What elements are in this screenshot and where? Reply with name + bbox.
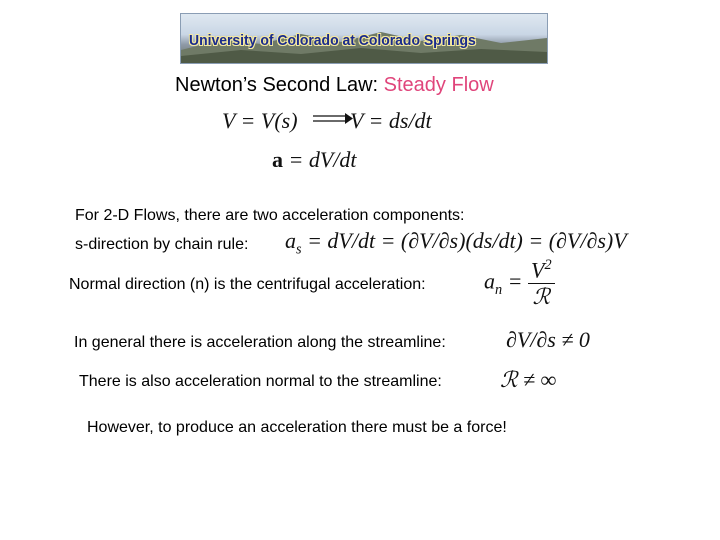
an-symbol: a	[484, 268, 495, 294]
a-vector-symbol: a	[272, 147, 283, 172]
as-symbol: a	[285, 228, 296, 253]
an-numerator-exponent: 2	[544, 257, 552, 273]
an-denominator: ℛ	[528, 283, 555, 310]
equation-v-ds-dt: V = ds/dt	[350, 108, 432, 133]
line-s-direction: s-direction by chain rule:	[75, 236, 249, 253]
line-normal-direction: Normal direction (n) is the centrifugal acceleration:	[69, 276, 426, 293]
an-subscript: n	[495, 282, 503, 299]
as-rhs: = dV/dt = (∂V/∂s)(ds/dt) = (∂V/∂s)V	[301, 228, 627, 253]
an-fraction	[528, 257, 555, 310]
equation-a-definition	[272, 147, 357, 173]
equation-an	[484, 257, 555, 310]
line-normal-to-streamline: There is also acceleration normal to the streamline:	[79, 373, 442, 390]
equation-r-infinity: ℛ ≠ ∞	[500, 367, 557, 392]
banner-university-name: University of Colorado at Colorado Springs	[189, 32, 476, 49]
title-main: Newton’s Second Law:	[175, 74, 379, 96]
an-numerator: V	[531, 257, 545, 283]
line-two-d-flows: For 2-D Flows, there are two acceleration components:	[75, 207, 465, 224]
university-banner	[180, 13, 548, 64]
equation-v-of-s: V = V(s)	[222, 108, 298, 133]
equation-as	[285, 228, 627, 258]
page-title	[175, 74, 494, 97]
title-accent: Steady Flow	[383, 74, 494, 96]
line-general-acceleration: In general there is acceleration along the streamline:	[74, 334, 446, 351]
implies-arrow-icon	[312, 113, 354, 125]
an-equals: =	[502, 268, 529, 294]
line-force-conclusion: However, to produce an acceleration there must be a force!	[87, 419, 507, 436]
equation-dv-ds: ∂V/∂s ≠ 0	[506, 327, 590, 352]
as-subscript: s	[296, 241, 302, 258]
a-definition-rhs: = dV/dt	[283, 147, 357, 172]
